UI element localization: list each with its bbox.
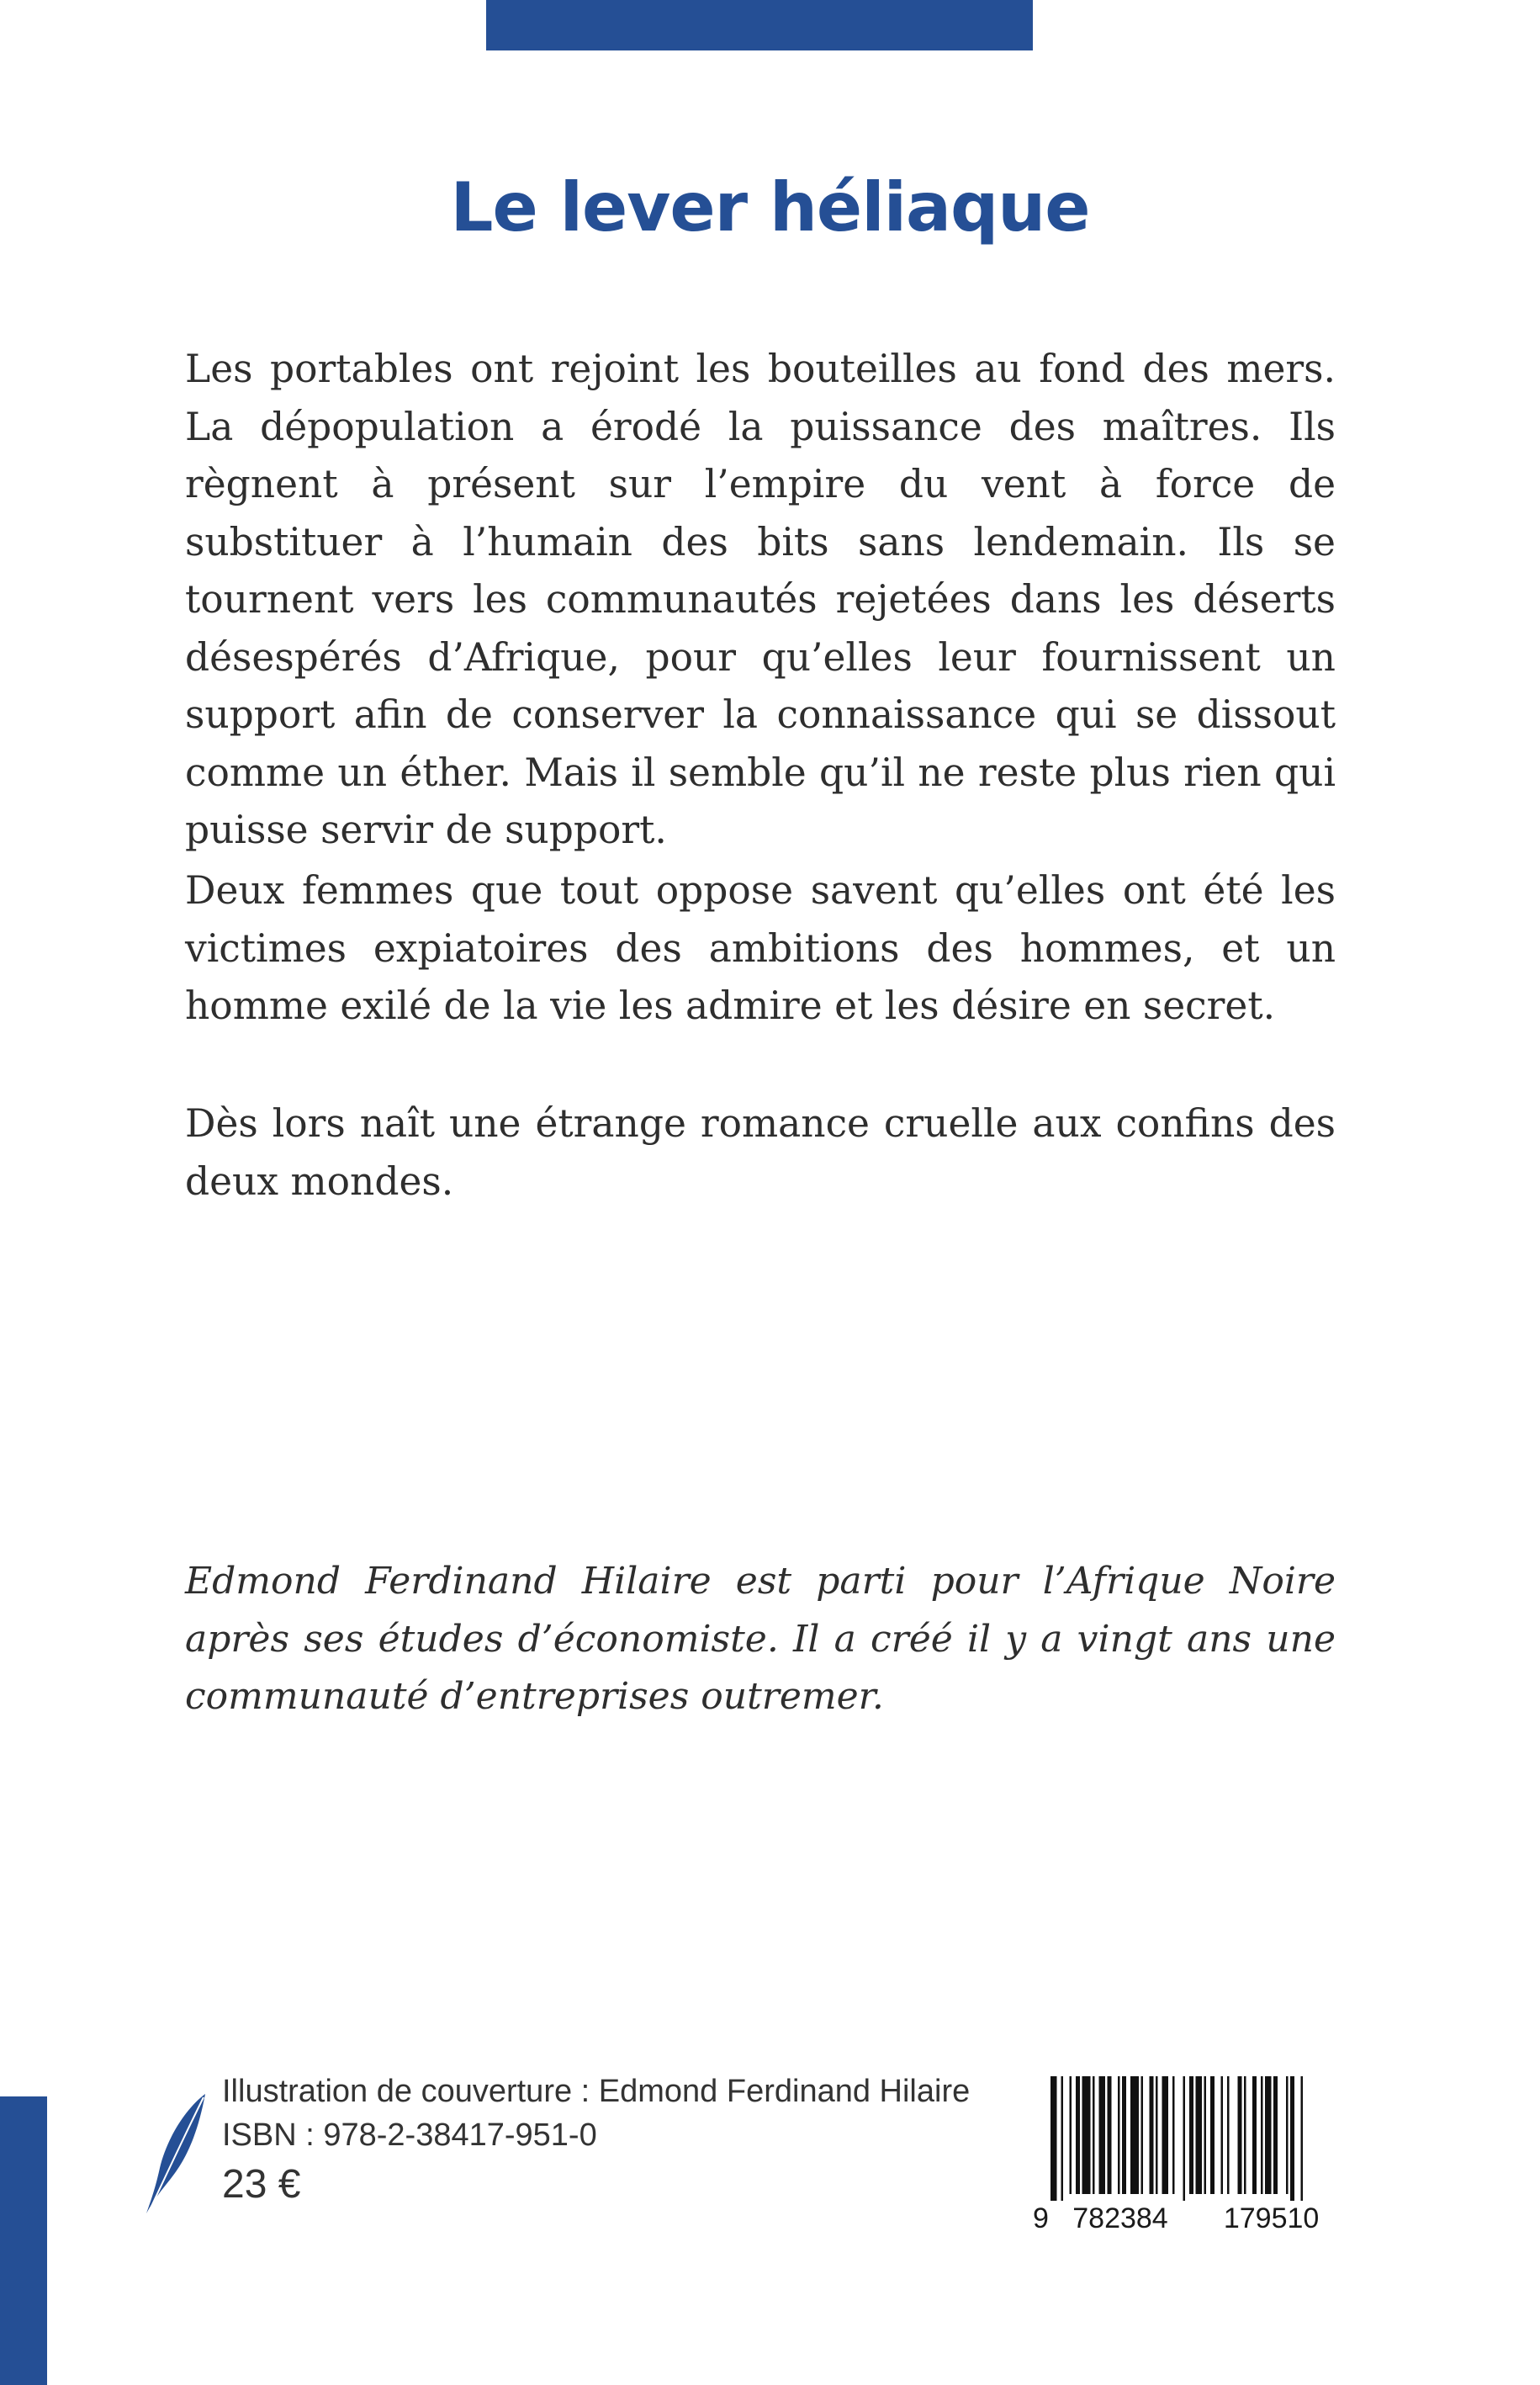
barcode-bar <box>1227 2076 1230 2194</box>
barcode-bar <box>1162 2076 1169 2194</box>
barcode-bar <box>1196 2076 1203 2194</box>
barcode-bar <box>1210 2076 1215 2194</box>
barcode-digit-first: 9 <box>1033 2202 1049 2234</box>
credits-block <box>222 2070 970 2213</box>
barcode-bar <box>1061 2076 1064 2201</box>
barcode-bar <box>1301 2076 1304 2201</box>
author-bio: Edmond Ferdinand Hilaire est parti pour l’Afrique Noire après ses études d’économiste. Il a créé il y a vingt ans une communauté d’entreprises outremer. <box>185 1560 1336 1718</box>
illustration-credit: Illustration de couverture : Edmond Ferdinand Hilaire <box>222 2074 971 2109</box>
barcode-bar <box>1265 2076 1272 2194</box>
barcode-bar <box>1183 2076 1186 2201</box>
barcode-bars <box>1047 2076 1343 2201</box>
blurb-paragraph-3: Dès lors naît une étrange romance cruelle aux confins des deux mondes. <box>185 1101 1336 1204</box>
barcode-bar <box>1099 2076 1106 2194</box>
barcode-bar <box>1204 2076 1207 2194</box>
barcode-bar <box>1290 2076 1294 2201</box>
barcode-bar <box>1221 2076 1224 2194</box>
barcode-bar <box>1093 2076 1095 2194</box>
barcode-bar <box>1076 2076 1080 2194</box>
barcode-bar <box>1273 2076 1278 2194</box>
barcode-bar <box>1150 2076 1154 2194</box>
barcode-bar <box>1261 2076 1263 2194</box>
barcode-group-left: 782384 <box>1072 2202 1168 2234</box>
barcode-digits <box>1033 2202 1352 2235</box>
barcode-bar <box>1070 2076 1072 2194</box>
price-text: 23 € <box>222 2162 301 2207</box>
barcode-bar <box>1122 2076 1126 2194</box>
blurb-paragraph-1: Les portables ont rejoint les bouteilles au fond des mers. La dépopulation a érodé la puissance des maîtres. Ils règnent à présent sur l’empire du vent à force de substituer à l’humain des bits sans lendemain. Ils se tournent vers les communautés rejetées dans les déserts désespérés d’Afrique, pour qu’elles leur fournissent un support afin de conserver la connaissance qui se dissout comme un éther. Mais il semble qu’il ne reste plus rien qui puisse servir de support. <box>185 347 1336 852</box>
barcode-bar <box>1238 2076 1242 2194</box>
top-accent-bar <box>486 0 1033 50</box>
barcode-bar <box>1172 2076 1175 2194</box>
barcode-bar <box>1082 2076 1091 2194</box>
barcode-bar <box>1050 2076 1057 2201</box>
barcode-group-right: 179510 <box>1223 2202 1320 2234</box>
barcode-bar <box>1108 2076 1112 2194</box>
barcode-bar <box>1118 2076 1120 2194</box>
barcode-bar <box>1141 2076 1144 2194</box>
barcode-bar <box>1130 2076 1139 2194</box>
book-title: Le lever héliaque <box>450 168 1090 246</box>
barcode-bar <box>1189 2076 1193 2194</box>
bottom-left-accent-bar <box>0 2096 47 2385</box>
blurb-paragraph-2: Deux femmes que tout oppose savent qu’elles ont été les victimes expiatoires des ambitions des hommes, et un homme exilé de la vie les admire et les désire en secret. <box>185 868 1336 1028</box>
barcode-bar <box>1286 2076 1289 2194</box>
barcode-bar <box>1252 2076 1257 2194</box>
feather-logo-icon <box>141 2091 209 2217</box>
isbn-text: ISBN : 978-2-38417-951-0 <box>222 2117 597 2153</box>
barcode-bar <box>1244 2076 1246 2194</box>
barcode-bar <box>1156 2076 1158 2194</box>
